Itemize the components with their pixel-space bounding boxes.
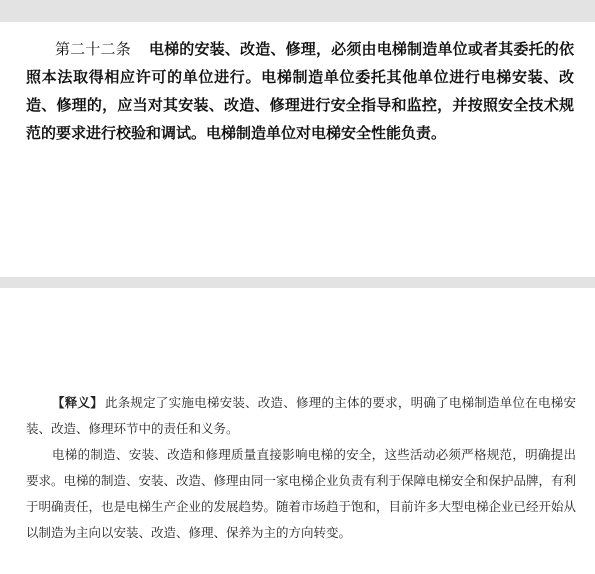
annotation-section — [26, 390, 576, 546]
document-page — [0, 22, 595, 277]
annotation-paragraph: 电梯的制造、安装、改造和修理质量直接影响电梯的安全，这些活动必须严格规范，明确提出要求。电梯的制造、安装、改造、修理由同一家电梯企业负责有利于保障电梯安全和保护品牌，有利于明确责任，也是电梯生产企业的发展趋势。随着市场趋于饱和，目前许多大型电梯企业已经开始从以制造为主向以安装、改造、修理、保养为主的方向转变。 — [26, 447, 577, 540]
article-paragraph — [26, 35, 574, 147]
article-number: 第二十二条 — [55, 40, 131, 58]
article-text: 电梯的安装、改造、修理，必须由电梯制造单位或者其委托的依照本法取得相应许可的单位进行。电梯制造单位委托其他单位进行电梯安装、改造、修理的，应当对其安装、改造、修理进行安全指导和监控，并按照安全技术规范的要求进行校验和调试。电梯制造单位对电梯安全性能负责。 — [26, 40, 574, 142]
annotation-text: 此条规定了实施电梯安装、改造、修理的主体的要求，明确了电梯制造单位在电梯安装、改造、修理环节中的责任和义务。 — [26, 395, 576, 436]
annotation-tag: 【释义】 — [52, 395, 103, 410]
annotation-paragraph — [26, 390, 576, 442]
document-page — [0, 288, 595, 574]
